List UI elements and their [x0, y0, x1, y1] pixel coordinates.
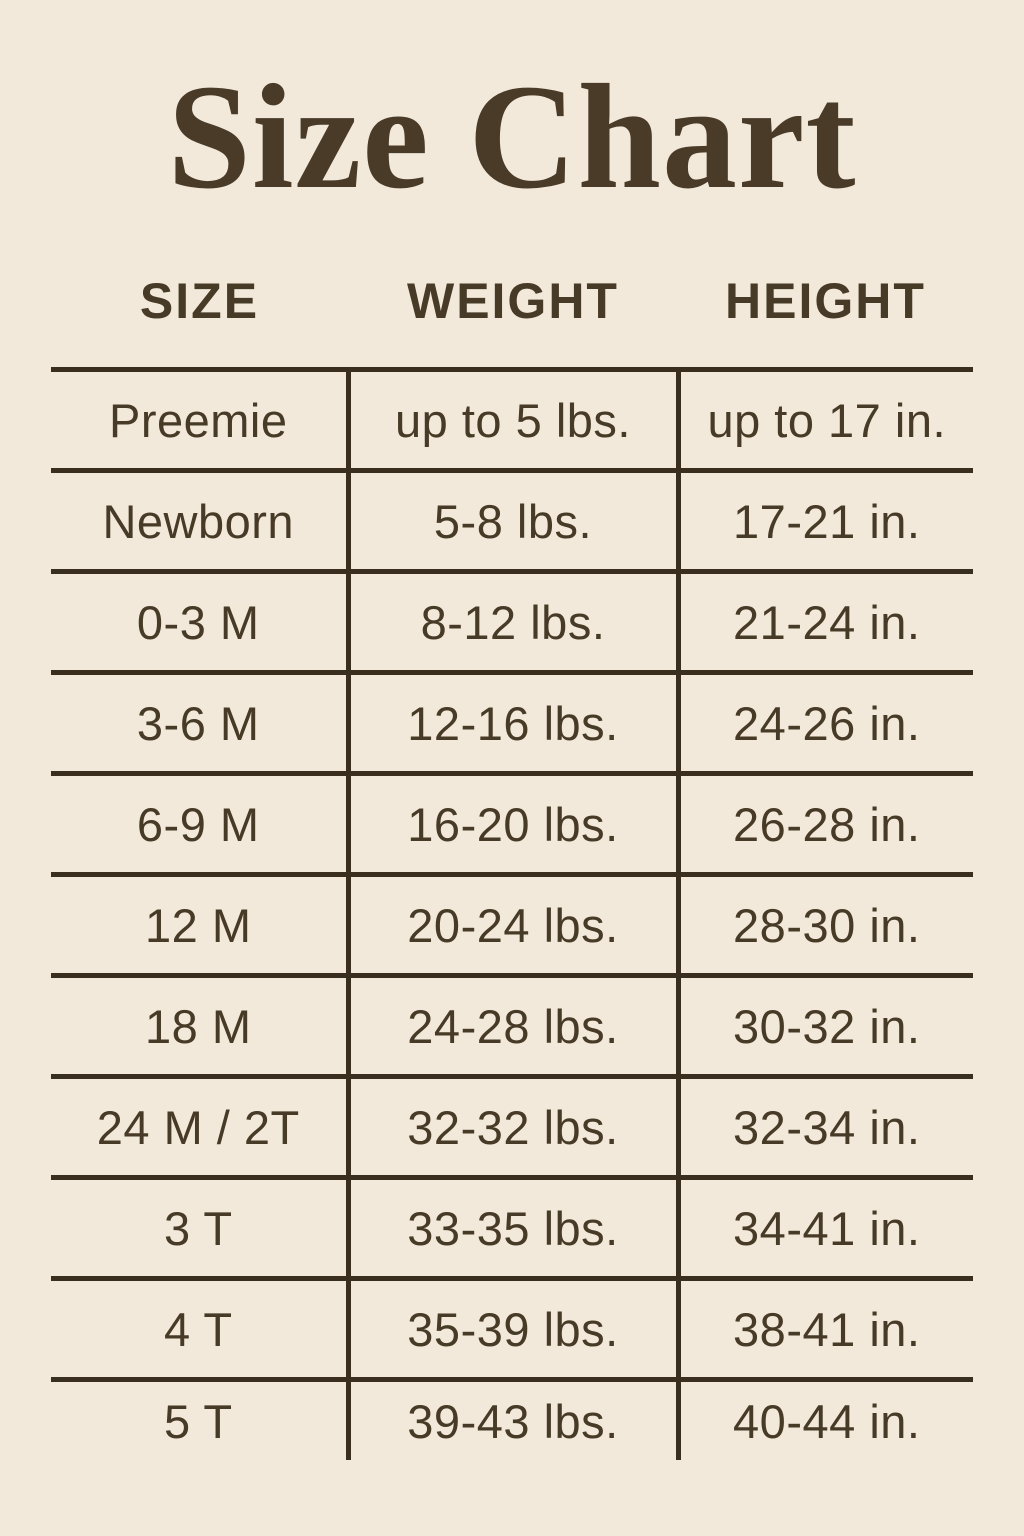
table-row — [51, 875, 973, 976]
height-cell: 24-26 in. — [678, 673, 973, 774]
size-cell: Newborn — [51, 471, 348, 572]
height-cell: 32-34 in. — [678, 1077, 973, 1178]
table-row — [51, 1077, 973, 1178]
weight-cell: 33-35 lbs. — [348, 1178, 678, 1279]
size-cell: 4 T — [51, 1279, 348, 1380]
table-row — [51, 471, 973, 572]
table-row — [51, 572, 973, 673]
column-header-size: SIZE — [139, 273, 260, 329]
weight-cell: 24-28 lbs. — [348, 976, 678, 1077]
table-header-row — [51, 269, 973, 333]
size-table-body — [51, 367, 973, 1460]
weight-cell: 20-24 lbs. — [348, 875, 678, 976]
table-row — [51, 673, 973, 774]
weight-cell: 12-16 lbs. — [348, 673, 678, 774]
size-cell: 3-6 M — [51, 673, 348, 774]
weight-cell: 16-20 lbs. — [348, 774, 678, 875]
weight-cell: 32-32 lbs. — [348, 1077, 678, 1178]
table-row — [51, 1178, 973, 1279]
column-header-height: HEIGHT — [725, 273, 926, 329]
size-cell: 6-9 M — [51, 774, 348, 875]
weight-cell: 35-39 lbs. — [348, 1279, 678, 1380]
column-header-weight: WEIGHT — [407, 273, 619, 329]
height-cell: 34-41 in. — [678, 1178, 973, 1279]
table-row — [51, 370, 973, 471]
table-row — [51, 774, 973, 875]
weight-cell: 8-12 lbs. — [348, 572, 678, 673]
weight-cell: 5-8 lbs. — [348, 471, 678, 572]
size-cell: 0-3 M — [51, 572, 348, 673]
size-cell: Preemie — [51, 370, 348, 471]
table-row — [51, 1279, 973, 1380]
height-cell: 30-32 in. — [678, 976, 973, 1077]
size-chart-table — [51, 269, 973, 1460]
table-row — [51, 976, 973, 1077]
size-cell: 5 T — [51, 1380, 348, 1461]
height-cell: 38-41 in. — [678, 1279, 973, 1380]
height-cell: 17-21 in. — [678, 471, 973, 572]
height-cell: up to 17 in. — [678, 370, 973, 471]
weight-cell: up to 5 lbs. — [348, 370, 678, 471]
size-cell: 24 M / 2T — [51, 1077, 348, 1178]
page-title: Size Chart — [167, 54, 857, 220]
height-cell: 21-24 in. — [678, 572, 973, 673]
height-cell: 26-28 in. — [678, 774, 973, 875]
size-cell: 3 T — [51, 1178, 348, 1279]
size-cell: 12 M — [51, 875, 348, 976]
size-cell: 18 M — [51, 976, 348, 1077]
height-cell: 40-44 in. — [678, 1380, 973, 1461]
height-cell: 28-30 in. — [678, 875, 973, 976]
weight-cell: 39-43 lbs. — [348, 1380, 678, 1461]
table-row — [51, 1380, 973, 1461]
